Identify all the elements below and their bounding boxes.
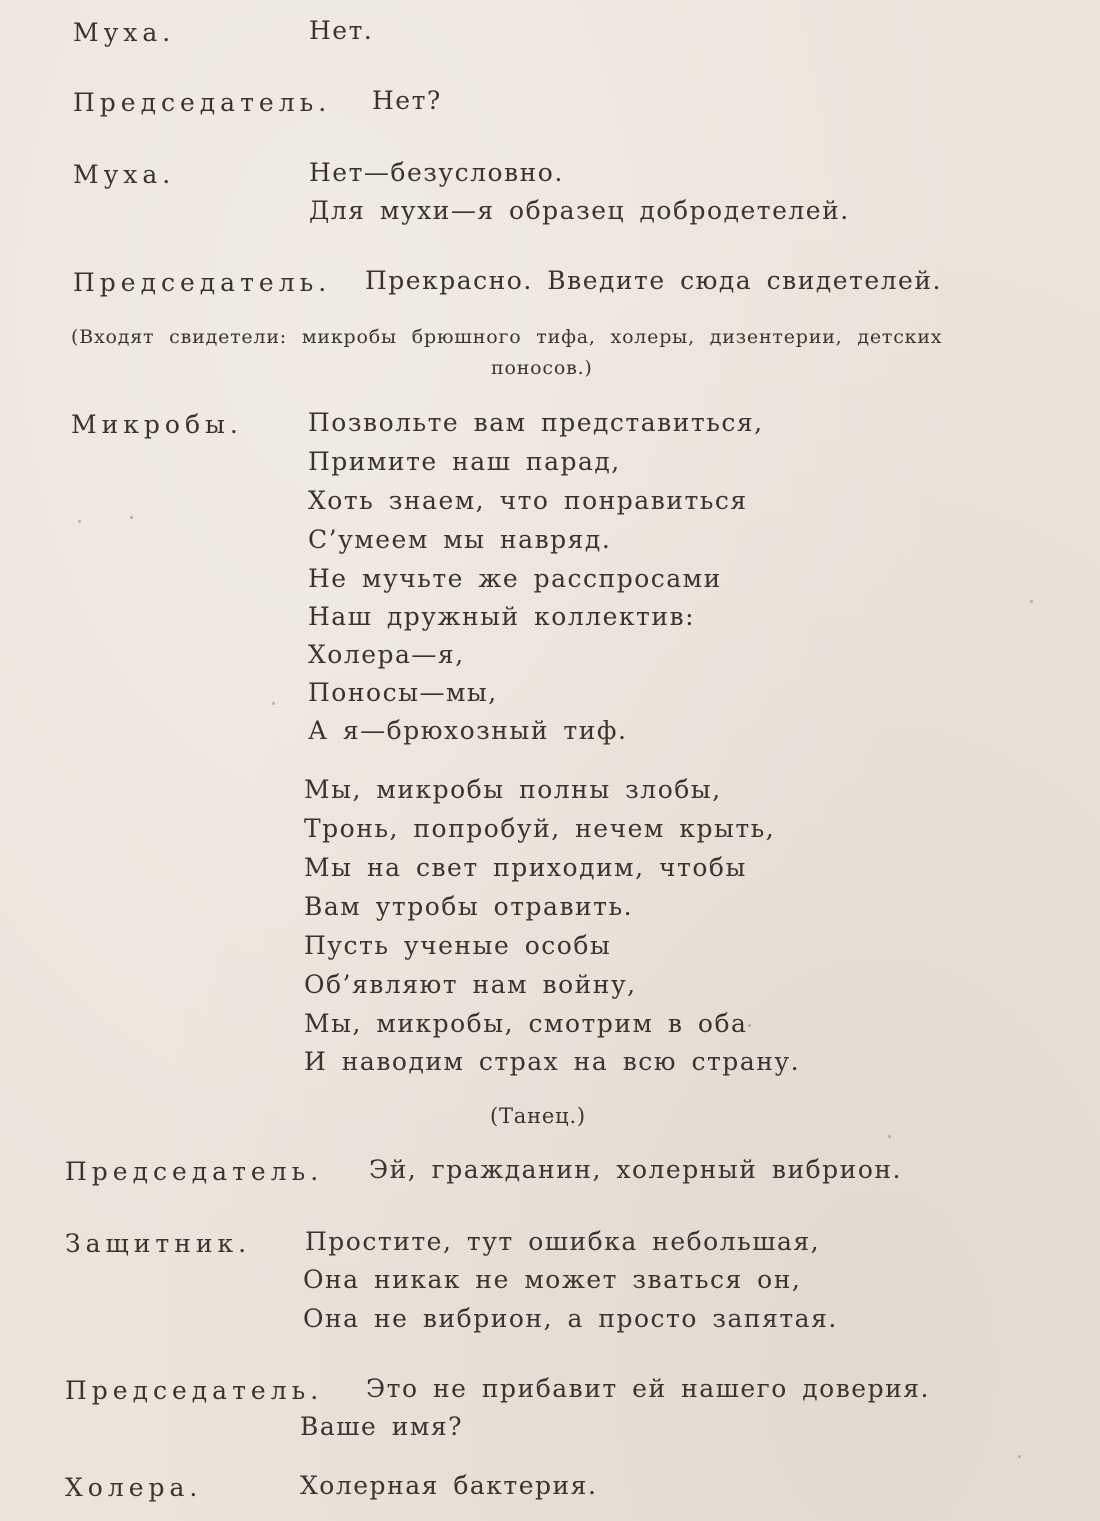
verse-line: Мы, микробы полны злобы, [304,775,722,804]
dialogue-line: Нет—безусловно. [309,158,564,187]
paper-speck [888,1135,891,1138]
speaker-predsedatel: Председатель. [73,88,332,117]
paper-speck [272,702,275,705]
speaker-mukha: Муха. [73,18,176,47]
paper-speck [78,520,81,523]
dialogue-line: Нет. [309,16,374,45]
verse-line: С’умеем мы навряд. [308,525,612,554]
verse-line: Пусть ученые особы [304,931,612,960]
verse-line: Об’являют нам войну, [304,970,637,999]
verse-line: Мы, микробы, смотрим в оба [304,1009,748,1038]
verse-line: Примите наш парад, [308,447,621,476]
dialogue-line: Нет? [372,86,442,115]
verse-line: Тронь, попробуй, нечем крыть, [304,814,776,843]
dialogue-line: Она никак не может зваться он, [303,1265,802,1294]
stage-direction: (Входят свидетели: микробы брюшного тифа, холеры, дизентерии, детских [71,326,943,348]
speaker-zashchitnik: Защитник. [65,1229,252,1258]
verse-line: Вам утробы отравить. [304,892,634,921]
paper-speck [130,516,133,519]
speaker-predsedatel: Председатель. [73,268,332,297]
speaker-kholera: Холера. [65,1473,203,1502]
dialogue-line: Прекрасно. Введите сюда свидетелей. [365,266,942,295]
dialogue-line: Она не вибрион, а просто запятая. [303,1304,838,1333]
verse-line: Поносы—мы, [308,678,498,707]
verse-line: Позвольте вам представиться, [308,408,764,437]
stage-direction: (Танец.) [490,1104,586,1128]
paper-speck [748,1024,751,1027]
dialogue-line: Это не прибавит ей нашего доверия. [366,1374,930,1403]
verse-line: Хоть знаем, что понравиться [308,486,748,515]
stage-direction: поносов.) [491,357,593,379]
speaker-mukha: Муха. [73,160,176,189]
dialogue-line: Ваше имя? [300,1412,464,1441]
dialogue-line: Эй, гражданин, холерный вибрион. [369,1155,902,1184]
speaker-mikroby: Микробы. [71,410,243,439]
dialogue-line: Для мухи—я образец добродетелей. [309,196,850,225]
dialogue-line: Холерная бактерия. [300,1471,598,1500]
verse-line: Не мучьте же расспросами [308,564,722,593]
verse-line: А я—брюхозный тиф. [308,716,628,745]
speaker-predsedatel: Председатель. [65,1376,324,1405]
paper-speck [1030,600,1033,603]
verse-line: И наводим страх на всю страну. [304,1047,801,1076]
speaker-predsedatel: Председатель. [65,1157,324,1186]
verse-line: Холера—я, [308,640,465,669]
verse-line: Наш дружный коллектив: [308,602,696,631]
dialogue-line: Простите, тут ошибка небольшая, [305,1227,821,1256]
paper-speck [1018,1455,1021,1458]
verse-line: Мы на свет приходим, чтобы [304,853,747,882]
